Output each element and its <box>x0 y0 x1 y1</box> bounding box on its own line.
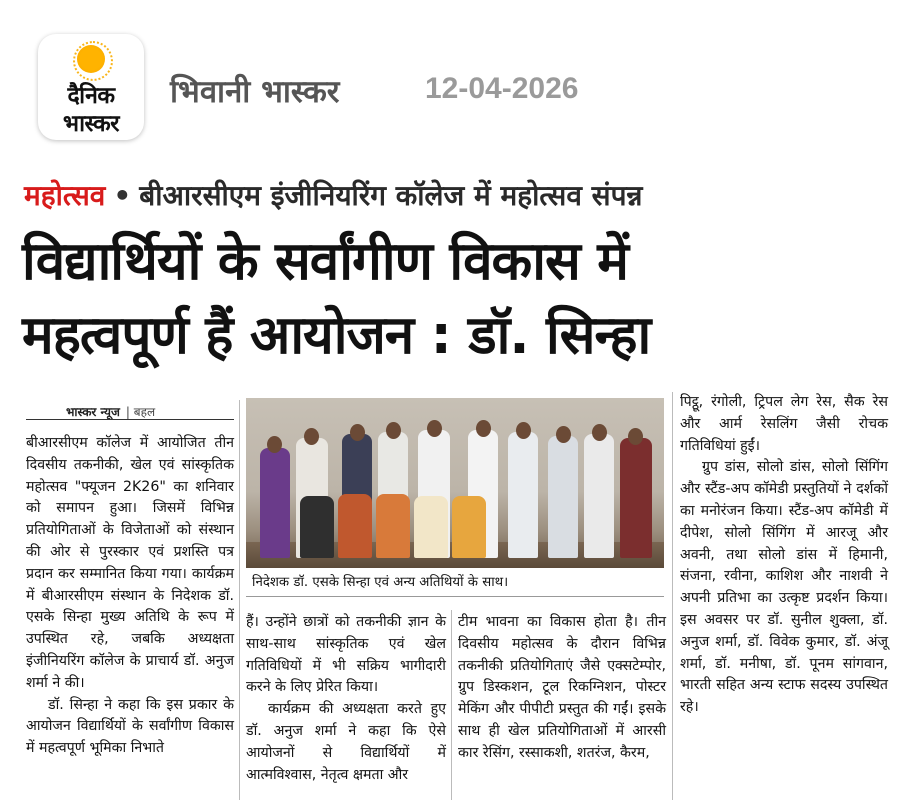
edition-date: 12-04-2026 <box>425 72 579 105</box>
article-column-3 <box>458 612 666 765</box>
headline-line-2: महत्वपूर्ण हैं आयोजन : डॉ. सिन्हा <box>22 305 651 366</box>
figure <box>452 496 486 558</box>
paragraph: टीम भावना का विकास होता है। तीन दिवसीय महोत्सव के दौरान विभिन्न तकनीकी प्रतियोगिताएं जैसे एक्सटेम्पोर, ग्रुप डिस्कशन, टूल रिकग्निशन, पोस्टर मेकिंग और पीपीटी प्रस्तुत की गईं। इसके साथ ही खेल प्रतियोगिताओं में आरसी कार रेसिंग, रस्साकशी, शतरंज, कैरम, <box>458 614 666 761</box>
figure <box>414 496 448 558</box>
logo-text-line1: दैनिक <box>67 83 115 109</box>
figure <box>620 438 652 558</box>
figure <box>376 494 410 558</box>
article-column-2 <box>246 612 446 786</box>
photo-caption: निदेशक डॉ. एसके सिन्हा एवं अन्य अतिथियों के साथ। <box>252 575 509 590</box>
figure-head <box>427 420 442 437</box>
paragraph: पिट्ठू, रंगोली, ट्रिपल लेग रेस, सैक रेस और आर्म रेसलिंग जैसी रोचक गतिविधियां हुईं। <box>680 394 888 454</box>
figure <box>300 496 334 558</box>
paragraph: कार्यक्रम की अध्यक्षता करते हुए डॉ. अनुज शर्मा ने कहा कि ऐसे आयोजनों से विद्यार्थियों में आत्मविश्वास, नेतृत्व क्षमता और <box>246 701 446 783</box>
kicker-label: महोत्सव <box>24 179 106 212</box>
column-divider <box>239 400 240 800</box>
kicker-row <box>24 176 642 214</box>
figure-head <box>267 436 282 453</box>
headline-line-1: विद्यार्थियों के सर्वांगीण विकास में <box>22 231 628 292</box>
event-photo <box>246 398 664 568</box>
byline <box>66 403 155 420</box>
figure-head <box>304 428 319 445</box>
sun-icon <box>77 45 105 73</box>
byline-place: | बहल <box>125 405 156 419</box>
figure-head <box>516 422 531 439</box>
column-divider <box>451 610 452 800</box>
newspaper-logo <box>38 34 144 140</box>
byline-divider <box>26 419 234 420</box>
figure <box>508 432 538 558</box>
article-column-4 <box>680 392 888 719</box>
caption-divider <box>246 596 664 597</box>
figure <box>260 448 290 558</box>
logo-text-line2: भास्कर <box>62 111 120 137</box>
figure-head <box>592 424 607 441</box>
figure-head <box>386 422 401 439</box>
figure <box>338 494 372 558</box>
figure <box>548 436 578 558</box>
figure-head <box>350 424 365 441</box>
edition-name: भिवानी भास्कर <box>170 74 340 110</box>
paragraph: ग्रुप डांस, सोलो डांस, सोलो सिंगिंग और स्टैंड-अप कॉमेडी प्रस्तुतियों ने दर्शकों का मनोरंजन किया। स्टैंड-अप कॉमेडी में दीपेश, सोलो सिंगिंग में आरजू और अवनी, तथा सोलो डांस में हिमानी, संजना, रवीना, काशिश और नाशवी ने अपनी प्रतिभा का उत्कृष्ट प्रदर्शन किया। इस अवसर पर डॉ. सुनील शुक्ला, डॉ. अनुज शर्मा, डॉ. विवेक कुमार, डॉ. अंजू शर्मा, डॉ. मनीषा, डॉ. पूनम सांगवान, भारती सहित अन्य स्टाफ सदस्य उपस्थित रहे। <box>680 459 888 716</box>
figure <box>584 434 614 558</box>
figure-head <box>476 420 491 437</box>
kicker-subheading: बीआरसीएम इंजीनियरिंग कॉलेज में महोत्सव संपन्न <box>139 179 643 212</box>
figure-head <box>628 428 643 445</box>
paragraph: डॉ. सिन्हा ने कहा कि इस प्रकार के आयोजन विद्यार्थियों के सर्वांगीण विकास में महत्वपूर्ण भूमिका निभाते <box>26 696 234 757</box>
paragraph: हैं। उन्होंने छात्रों को तकनीकी ज्ञान के साथ-साथ सांस्कृतिक एवं खेल गतिविधियों में भी सक्रिय भागीदारी करने के लिए प्रेरित किया। <box>246 614 446 696</box>
figure-head <box>556 426 571 443</box>
paragraph: बीआरसीएम कॉलेज में आयोजित तीन दिवसीय तकनीकी, खेल एवं सांस्कृतिक महोत्सव "फ्यूजन 2K26" का शनिवार को समापन हुआ। जिसमें विभिन्न प्रतियोगिताओं के विजेताओं को संस्थान की ओर से पुरस्कार एवं प्रशस्ति पत्र प्रदान कर सम्मानित किया गया। कार्यक्रम में बीआरसीएम संस्थान के निदेशक डॉ. एसके सिन्हा मुख्य अतिथि के रूप में उपस्थित रहे, जबकि अध्यक्षता इंजीनियरिंग कॉलेज के प्राचार्य डॉ. अनुज शर्मा ने की। <box>26 435 234 691</box>
article-column-1 <box>26 433 234 760</box>
kicker-bullet: • <box>113 179 132 212</box>
byline-agency: भास्कर न्यूज <box>66 405 120 419</box>
column-divider <box>672 392 673 800</box>
